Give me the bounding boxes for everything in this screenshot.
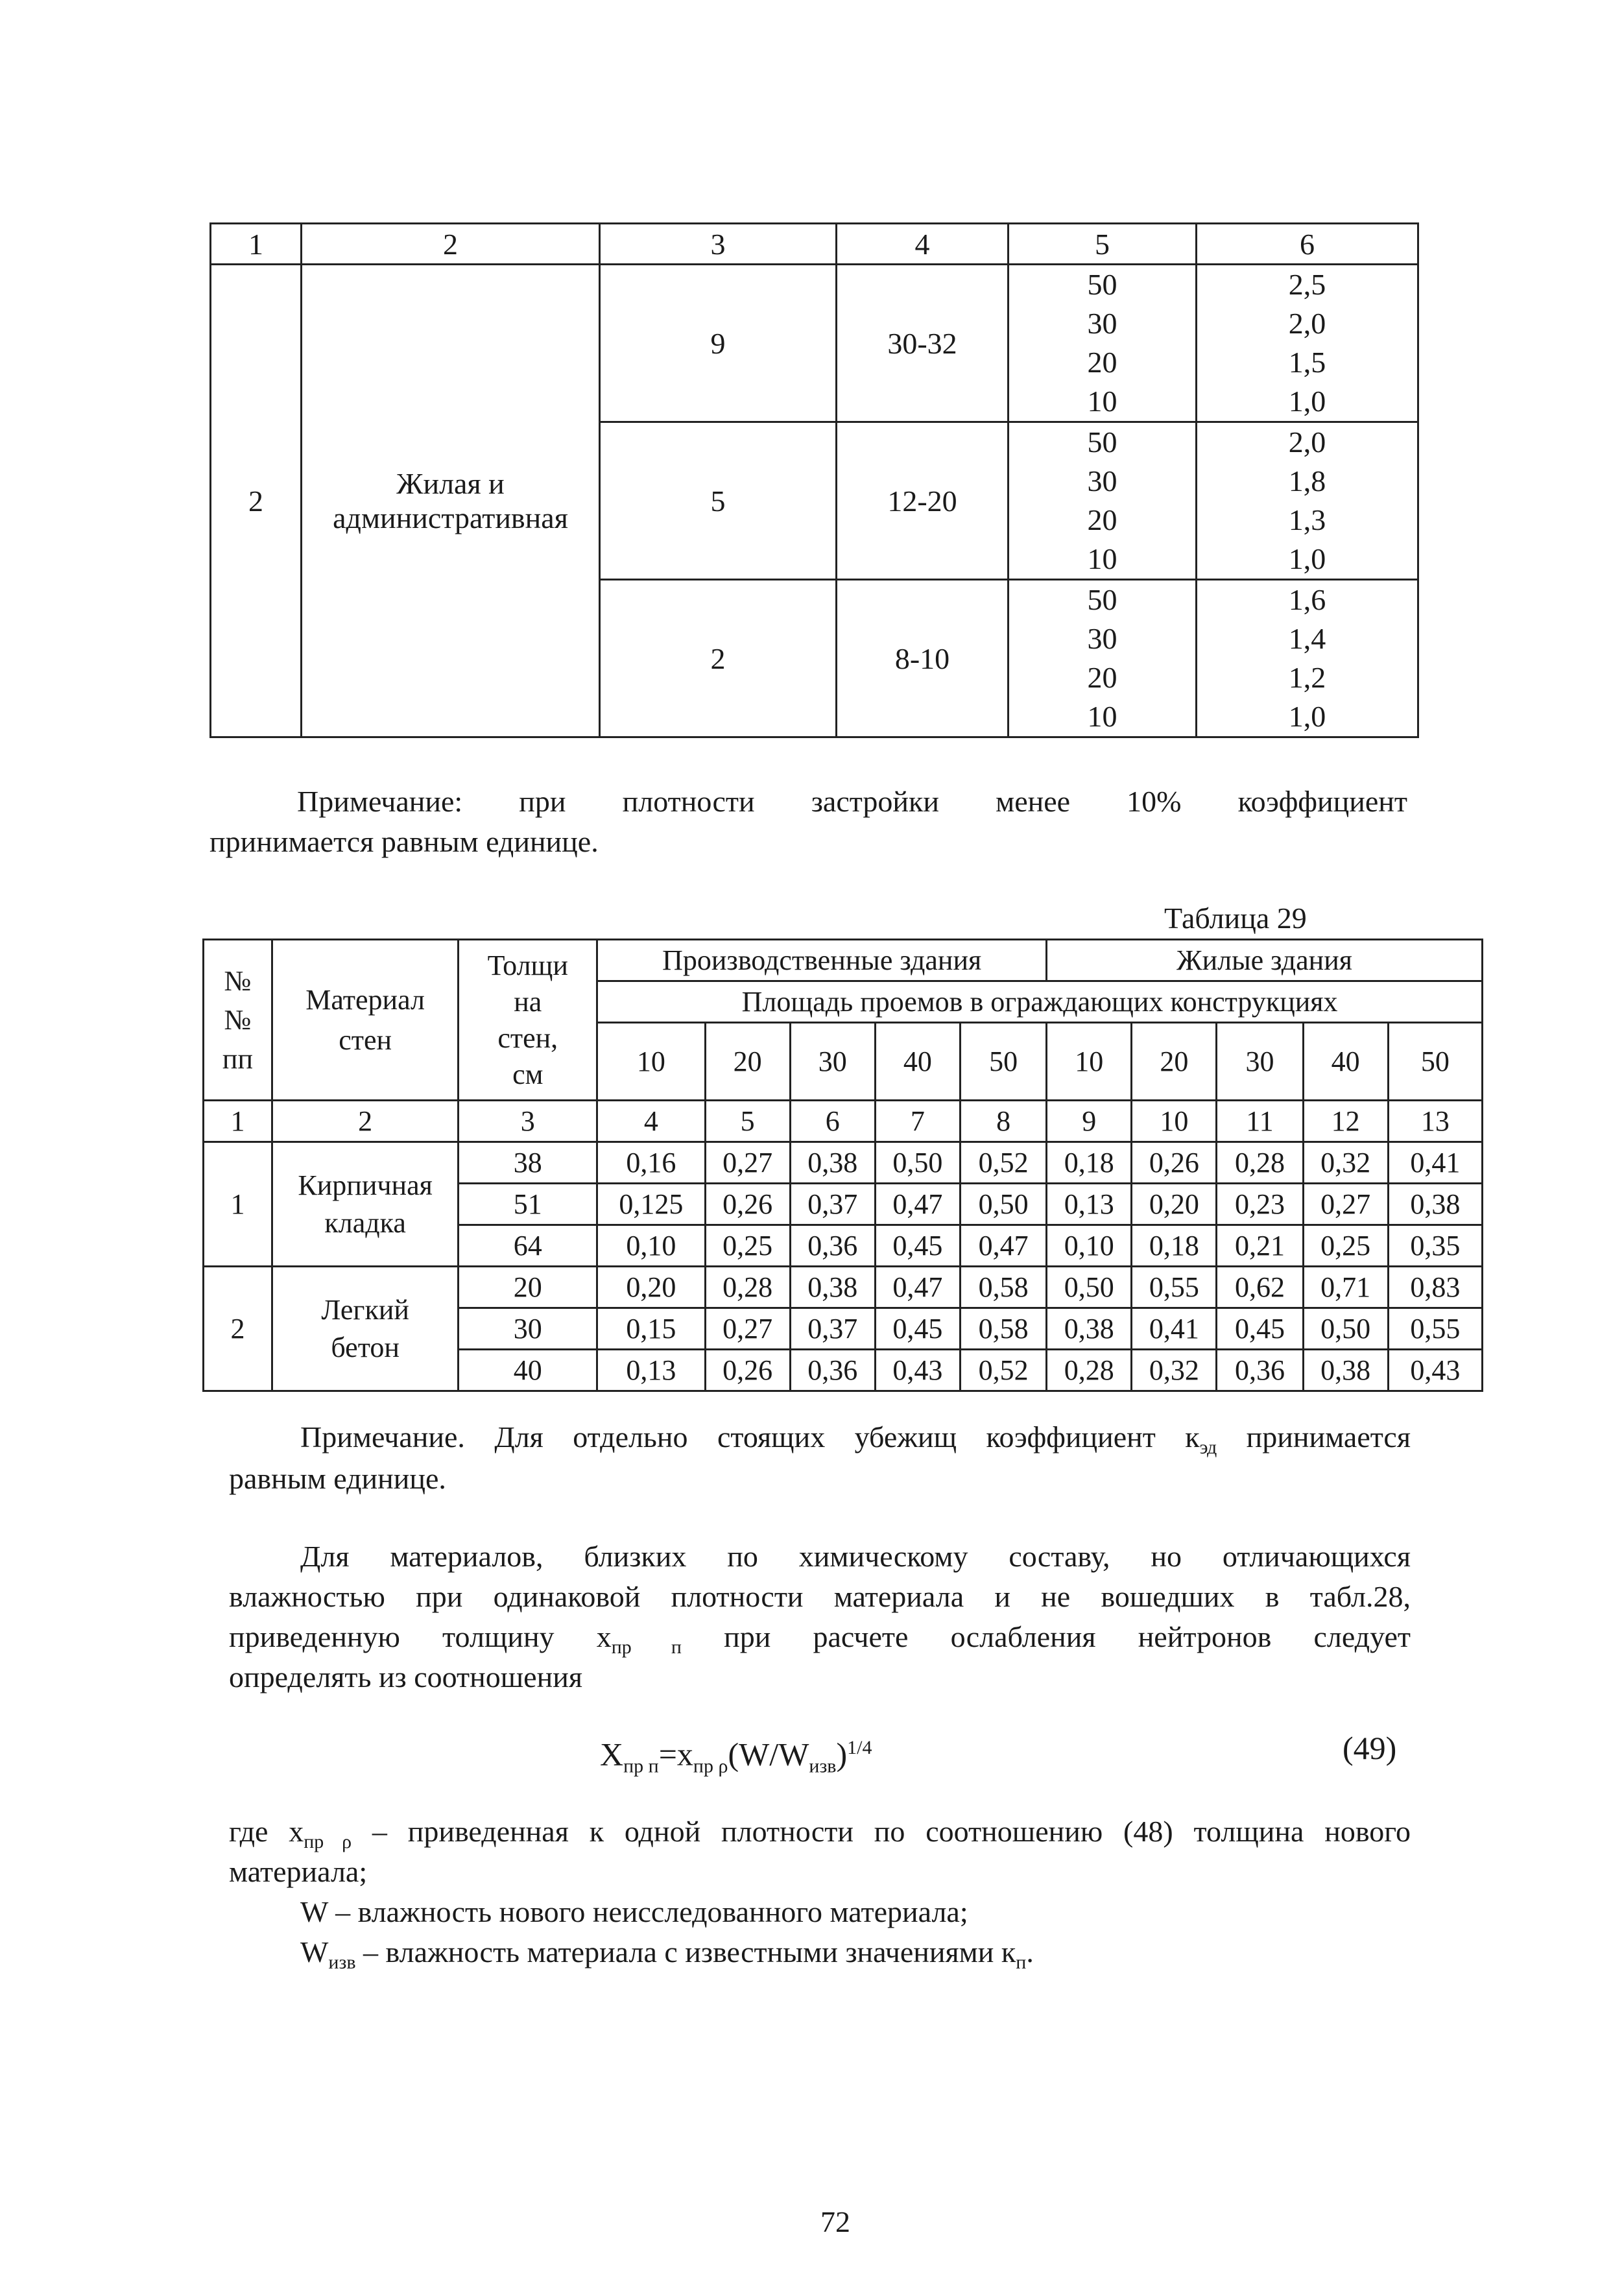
range-cell: 30-32 bbox=[837, 265, 1009, 422]
value-cell: 0,21 bbox=[1217, 1225, 1303, 1267]
where-line-3: W – влажность нового неисследованного материала; bbox=[300, 1895, 968, 1928]
value-cell: 0,55 bbox=[1132, 1267, 1217, 1308]
range-cell: 12-20 bbox=[837, 422, 1009, 580]
value-cell: 0,26 bbox=[1132, 1142, 1217, 1184]
header-industrial-buildings: Производственные здания bbox=[597, 940, 1047, 981]
value-cell: 0,10 bbox=[1047, 1225, 1132, 1267]
table-row bbox=[204, 1267, 1483, 1308]
value-cell: 0,25 bbox=[1303, 1225, 1388, 1267]
value-cell: 0,58 bbox=[960, 1267, 1046, 1308]
column-number-row bbox=[204, 1101, 1483, 1142]
thickness-cell: 38 bbox=[459, 1142, 597, 1184]
column-number: 3 bbox=[459, 1101, 597, 1142]
value-cell: 0,45 bbox=[875, 1225, 960, 1267]
value-cell: 0,38 bbox=[790, 1142, 875, 1184]
value-cell: 0,125 bbox=[597, 1184, 705, 1225]
value-cell: 0,35 bbox=[1388, 1225, 1482, 1267]
paragraph-line-2: влажностью при одинаковой плотности материала и не вошедших в табл.28, bbox=[229, 1580, 1411, 1613]
value-cell: 0,50 bbox=[1303, 1308, 1388, 1350]
value-cell: 0,36 bbox=[1217, 1350, 1303, 1391]
header-cell: 4 bbox=[837, 224, 1009, 265]
area-value: 20 bbox=[1132, 1023, 1217, 1101]
value-cell: 0,52 bbox=[960, 1142, 1046, 1184]
value-cell: 0,62 bbox=[1217, 1267, 1303, 1308]
column-number: 1 bbox=[204, 1101, 272, 1142]
column-number: 7 bbox=[875, 1101, 960, 1142]
group-material: Кирпичная кладка bbox=[272, 1142, 458, 1267]
value-cell: 0,32 bbox=[1132, 1350, 1217, 1391]
floors-cell: 9 bbox=[600, 265, 837, 422]
formula-number: (49) bbox=[1343, 1730, 1397, 1766]
value-cell: 0,28 bbox=[705, 1267, 790, 1308]
table-29 bbox=[202, 939, 1483, 1392]
formula-49: $X_{пр п}=x_{пр \rho}(W/W_{изв})^{1/4}$ bbox=[600, 1736, 872, 1777]
thickness-cell: 51 bbox=[459, 1184, 597, 1225]
value-cell: 0,41 bbox=[1132, 1308, 1217, 1350]
table-header-row bbox=[211, 224, 1418, 265]
value-cell: 0,36 bbox=[790, 1225, 875, 1267]
value-cell: 0,38 bbox=[1388, 1184, 1482, 1225]
where-line-2: материала; bbox=[229, 1855, 368, 1888]
thickness-cell: 40 bbox=[459, 1350, 597, 1391]
group-number: 2 bbox=[204, 1267, 272, 1391]
density-stack: 50 30 20 10 bbox=[1009, 580, 1197, 737]
building-type: Жилая и административная bbox=[302, 265, 600, 737]
value-cell: 0,50 bbox=[960, 1184, 1046, 1225]
column-number: 13 bbox=[1388, 1101, 1482, 1142]
area-value: 40 bbox=[875, 1023, 960, 1101]
value-cell: 0,15 bbox=[597, 1308, 705, 1350]
header-residential-buildings: Жилые здания bbox=[1047, 940, 1483, 981]
where-line-4: $W_{изв}$ – влажность материала с известными значениями $к_п$. bbox=[300, 1935, 1034, 1974]
value-cell: 0,38 bbox=[1303, 1350, 1388, 1391]
paragraph-line-1: Для материалов, близких по химическому составу, но отличающихся bbox=[300, 1540, 1411, 1573]
value-cell: 0,43 bbox=[875, 1350, 960, 1391]
value-cell: 0,37 bbox=[790, 1184, 875, 1225]
note-2-line-1: Примечание. Для отдельно стоящих убежищ коэффициент $к_{эд}$ принимается bbox=[300, 1420, 1411, 1459]
value-cell: 0,16 bbox=[597, 1142, 705, 1184]
header-thickness: Толщи на стен, см bbox=[459, 940, 597, 1101]
floors-cell: 2 bbox=[600, 580, 837, 737]
area-value: 20 bbox=[705, 1023, 790, 1101]
column-number: 11 bbox=[1217, 1101, 1303, 1142]
table-row bbox=[204, 1142, 1483, 1184]
value-cell: 0,28 bbox=[1217, 1142, 1303, 1184]
where-line-1: где $x_{пр \rho}$ – приведенная к одной плотности по соотношению (48) толщина нового bbox=[229, 1815, 1411, 1853]
header-opening-area: Площадь проемов в ограждающих конструкциях bbox=[597, 981, 1483, 1023]
note-2-line-2: равным единице. bbox=[229, 1462, 446, 1495]
value-cell: 0,38 bbox=[1047, 1308, 1132, 1350]
paragraph-line-3: приведенную толщину $x_{пр п}$ при расчете ослабления нейтронов следует bbox=[229, 1620, 1411, 1658]
area-value: 40 bbox=[1303, 1023, 1388, 1101]
column-number: 2 bbox=[272, 1101, 458, 1142]
value-cell: 0,55 bbox=[1388, 1308, 1482, 1350]
thickness-cell: 20 bbox=[459, 1267, 597, 1308]
value-cell: 0,13 bbox=[1047, 1184, 1132, 1225]
area-value: 30 bbox=[1217, 1023, 1303, 1101]
value-cell: 0,83 bbox=[1388, 1267, 1482, 1308]
table-28-continuation bbox=[209, 222, 1419, 738]
value-cell: 0,47 bbox=[960, 1225, 1046, 1267]
coef-stack: 1,6 1,4 1,2 1,0 bbox=[1197, 580, 1418, 737]
area-value: 50 bbox=[1388, 1023, 1482, 1101]
value-cell: 0,25 bbox=[705, 1225, 790, 1267]
density-stack: 50 30 20 10 bbox=[1009, 422, 1197, 580]
header-row-1 bbox=[204, 940, 1483, 981]
value-cell: 0,26 bbox=[705, 1184, 790, 1225]
thickness-cell: 64 bbox=[459, 1225, 597, 1267]
row-number: 2 bbox=[211, 265, 302, 737]
page-number: 72 bbox=[820, 2205, 850, 2238]
value-cell: 0,52 bbox=[960, 1350, 1046, 1391]
header-material: Материал стен bbox=[272, 940, 458, 1101]
group-material: Легкий бетон bbox=[272, 1267, 458, 1391]
value-cell: 0,50 bbox=[1047, 1267, 1132, 1308]
table-29-caption: Таблица 29 bbox=[1164, 902, 1307, 935]
value-cell: 0,43 bbox=[1388, 1350, 1482, 1391]
value-cell: 0,27 bbox=[705, 1142, 790, 1184]
column-number: 8 bbox=[960, 1101, 1046, 1142]
coef-stack: 2,5 2,0 1,5 1,0 bbox=[1197, 265, 1418, 422]
value-cell: 0,27 bbox=[1303, 1184, 1388, 1225]
value-cell: 0,58 bbox=[960, 1308, 1046, 1350]
value-cell: 0,45 bbox=[1217, 1308, 1303, 1350]
value-cell: 0,28 bbox=[1047, 1350, 1132, 1391]
value-cell: 0,26 bbox=[705, 1350, 790, 1391]
group-number: 1 bbox=[204, 1142, 272, 1267]
value-cell: 0,20 bbox=[597, 1267, 705, 1308]
area-value: 30 bbox=[790, 1023, 875, 1101]
value-cell: 0,47 bbox=[875, 1184, 960, 1225]
coef-stack: 2,0 1,8 1,3 1,0 bbox=[1197, 422, 1418, 580]
range-cell: 8-10 bbox=[837, 580, 1009, 737]
value-cell: 0,18 bbox=[1047, 1142, 1132, 1184]
value-cell: 0,13 bbox=[597, 1350, 705, 1391]
area-value: 50 bbox=[960, 1023, 1046, 1101]
header-no: № № пп bbox=[204, 940, 272, 1101]
value-cell: 0,71 bbox=[1303, 1267, 1388, 1308]
column-number: 5 bbox=[705, 1101, 790, 1142]
area-value: 10 bbox=[1047, 1023, 1132, 1101]
thickness-cell: 30 bbox=[459, 1308, 597, 1350]
floors-cell: 5 bbox=[600, 422, 837, 580]
value-cell: 0,20 bbox=[1132, 1184, 1217, 1225]
header-cell: 3 bbox=[600, 224, 837, 265]
value-cell: 0,37 bbox=[790, 1308, 875, 1350]
value-cell: 0,50 bbox=[875, 1142, 960, 1184]
value-cell: 0,41 bbox=[1388, 1142, 1482, 1184]
density-stack: 50 30 20 10 bbox=[1009, 265, 1197, 422]
column-number: 6 bbox=[790, 1101, 875, 1142]
column-number: 4 bbox=[597, 1101, 705, 1142]
column-number: 12 bbox=[1303, 1101, 1388, 1142]
value-cell: 0,32 bbox=[1303, 1142, 1388, 1184]
note-1-line-2: принимается равным единице. bbox=[209, 825, 599, 858]
area-value: 10 bbox=[597, 1023, 705, 1101]
value-cell: 0,27 bbox=[705, 1308, 790, 1350]
column-number: 10 bbox=[1132, 1101, 1217, 1142]
value-cell: 0,38 bbox=[790, 1267, 875, 1308]
value-cell: 0,47 bbox=[875, 1267, 960, 1308]
paragraph-line-4: определять из соотношения bbox=[229, 1660, 582, 1693]
value-cell: 0,18 bbox=[1132, 1225, 1217, 1267]
value-cell: 0,36 bbox=[790, 1350, 875, 1391]
value-cell: 0,23 bbox=[1217, 1184, 1303, 1225]
column-number: 9 bbox=[1047, 1101, 1132, 1142]
header-cell: 6 bbox=[1197, 224, 1418, 265]
header-cell: 5 bbox=[1009, 224, 1197, 265]
header-cell: 2 bbox=[302, 224, 600, 265]
header-cell: 1 bbox=[211, 224, 302, 265]
value-cell: 0,45 bbox=[875, 1308, 960, 1350]
value-cell: 0,10 bbox=[597, 1225, 705, 1267]
note-1-line-1: Примечание: при плотности застройки менее 10% коэффициент bbox=[297, 785, 1407, 818]
table-row bbox=[211, 265, 1418, 422]
